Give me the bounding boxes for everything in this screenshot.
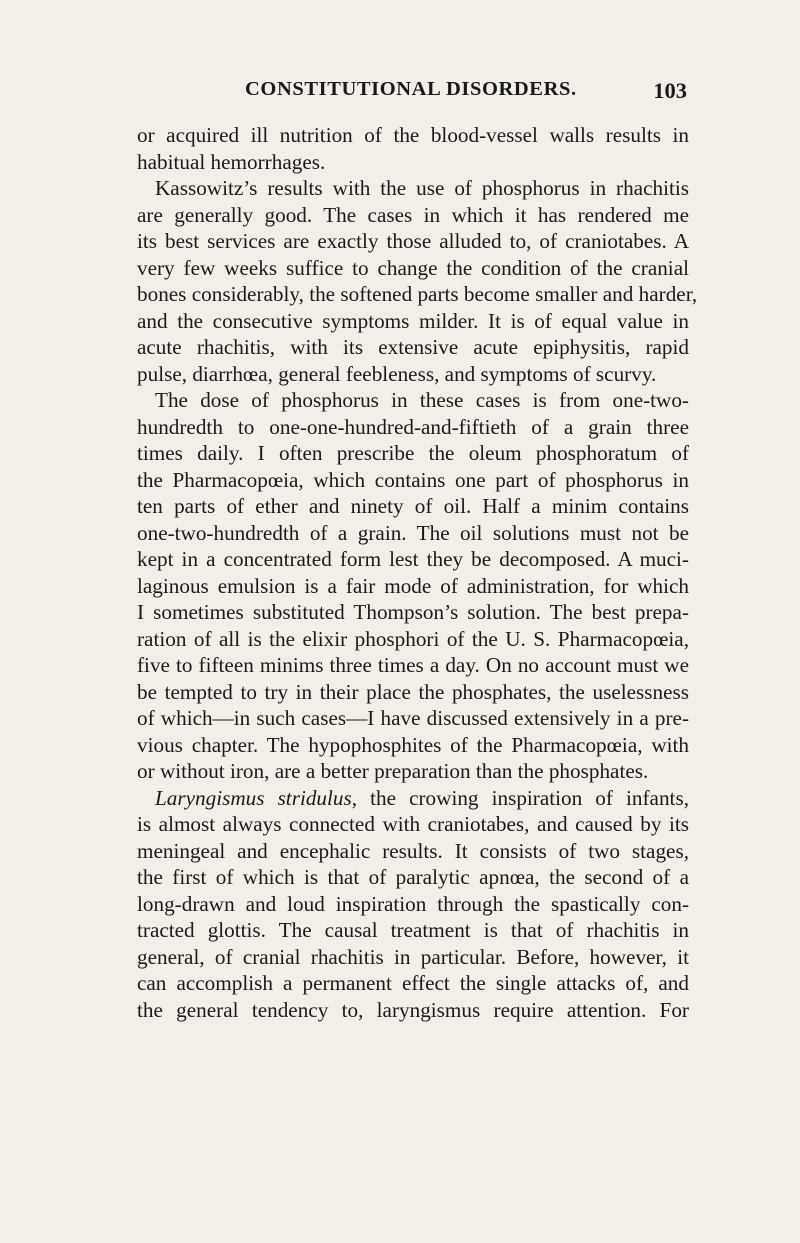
text-line: is almost always connected with craniotabes, and caused by its bbox=[137, 812, 689, 836]
text-line: can accomplish a permanent effect the single attacks of, and bbox=[137, 971, 689, 995]
text-line: the general tendency to, laryngismus require attention. For bbox=[137, 997, 689, 1022]
text-line: the Pharmacopœia, which contains one part of phosphorus in bbox=[137, 467, 689, 492]
text-line: The dose of phosphorus in these cases is from one-two- bbox=[155, 388, 689, 412]
text-line: general, of cranial rhachitis in particular. Before, however, it bbox=[137, 944, 689, 969]
text-line: and the consecutive symptoms milder. It is of equal value in bbox=[137, 308, 689, 333]
text-line: be tempted to try in their place the phosphates, the uselessness bbox=[137, 679, 689, 704]
text-line: are generally good. The cases in which it has rendered me bbox=[137, 202, 689, 227]
text-line: one-two-hundredth of a grain. The oil solutions must not be bbox=[137, 520, 689, 545]
page-number: 103 bbox=[653, 78, 687, 103]
text-line: of which—in such cases—I have discussed extensively in a pre- bbox=[137, 706, 689, 730]
text-line: laginous emulsion is a fair mode of administration, for which bbox=[137, 573, 689, 598]
text-line: ration of all is the elixir phosphori of the U. S. Pharmacopœia, bbox=[137, 626, 689, 651]
page-header bbox=[163, 78, 687, 108]
text-line: kept in a concentrated form lest they be decomposed. A muci- bbox=[137, 547, 689, 571]
body-text bbox=[137, 122, 698, 1023]
text-line: the first of which is that of paralytic apnœa, the second of a bbox=[137, 865, 689, 889]
text-line: pulse, diarrhœa, general feebleness, and symptoms of scurvy. bbox=[137, 361, 657, 386]
text-line: very few weeks suffice to change the condition of the cranial bbox=[137, 255, 689, 280]
text-line bbox=[137, 785, 689, 812]
text-line: Kassowitz’s results with the use of phosphorus in rhachitis bbox=[155, 176, 689, 200]
text-line: bones considerably, the softened parts become smaller and harder, bbox=[137, 282, 698, 306]
text-line: long-drawn and loud inspiration through the spastically con- bbox=[137, 891, 689, 916]
text-line: hundredth to one-one-hundred-and-fiftieth of a grain three bbox=[137, 414, 689, 439]
laryngismus-rest: the crowing inspiration of infants, bbox=[357, 785, 689, 810]
text-line: habitual hemorrhages. bbox=[137, 149, 326, 174]
text-line: or acquired ill nutrition of the blood-vessel walls results in bbox=[137, 123, 689, 147]
text-line: vious chapter. The hypophosphites of the Pharmacopœia, with bbox=[137, 732, 689, 757]
text-line: or without iron, are a better preparation than the phosphates. bbox=[137, 759, 649, 783]
text-line: its best services are exactly those alluded to, of craniotabes. A bbox=[137, 229, 689, 253]
text-line: I sometimes substituted Thompson’s solution. The best prepa- bbox=[137, 600, 689, 624]
text-line: five to fifteen minims three times a day. On no account must we bbox=[137, 653, 689, 677]
text-line: meningeal and encephalic results. It consists of two stages, bbox=[137, 838, 689, 863]
running-title: CONSTITUTIONAL DISORDERS. bbox=[245, 78, 577, 100]
text-line: tracted glottis. The causal treatment is that of rhachitis in bbox=[137, 918, 689, 942]
text-line: times daily. I often prescribe the oleum phosphoratum of bbox=[137, 441, 689, 465]
text-line: ten parts of ether and ninety of oil. Half a minim contains bbox=[137, 494, 689, 518]
text-line: acute rhachitis, with its extensive acute epiphysitis, rapid bbox=[137, 335, 689, 359]
laryngismus-term: Laryngismus stridulus, bbox=[155, 785, 358, 810]
